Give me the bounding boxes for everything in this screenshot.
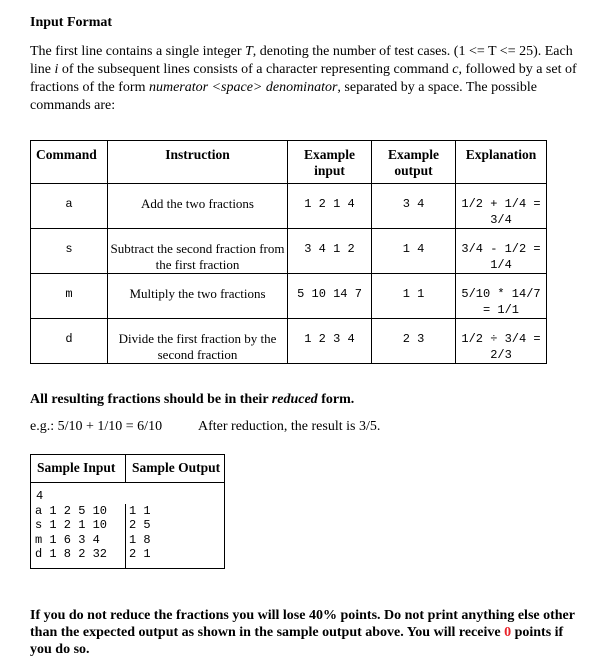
sample-output-line: 1 1 <box>129 503 151 518</box>
row-explanation: 1/2 ÷ 3/4 = 2/3 <box>456 319 547 364</box>
row-example-input: 1 2 1 4 <box>288 184 372 229</box>
input-format-description: The first line contains a single integer T, denoting the number of test cases. (1 <= T <= 25). Each line i of the subsequent lines consists of a character representing command c, followed by a set of fractions of the form numerator <space> denominator, separated by a space. The possible commands are: <box>30 44 577 113</box>
sample-first-row <box>31 483 225 504</box>
row-example-input: 3 4 1 2 <box>288 229 372 274</box>
row-example-output: 3 4 <box>372 184 456 229</box>
sample-input-line: a 1 2 5 10 <box>35 503 108 518</box>
header-example-output: Example output <box>372 141 456 184</box>
sample-output-line: 1 8 <box>129 532 151 547</box>
sample-header-row <box>31 455 225 483</box>
sample-input-cell <box>31 504 126 569</box>
row-command: s <box>31 229 108 274</box>
row-instruction: Subtract the second fraction from the first fraction <box>108 229 288 274</box>
sample-input-header: Sample Input <box>31 455 126 483</box>
row-command: a <box>31 184 108 229</box>
table-row <box>31 274 547 319</box>
header-example-input: Example input <box>288 141 372 184</box>
commands-table-header-row <box>31 141 547 184</box>
table-row <box>31 229 547 274</box>
row-instruction: Add the two fractions <box>108 184 288 229</box>
table-row <box>31 319 547 364</box>
row-instruction: Divide the first fraction by the second fraction <box>108 319 288 364</box>
grading-warning: If you do not reduce the fractions you will lose 40% points. Do not print anything else other than the expected output as shown in the sample output above. You will receive 0 points if you do so. <box>30 608 575 657</box>
input-format-heading: Input Format <box>30 15 113 30</box>
sample-count-cell <box>31 483 225 504</box>
row-command: d <box>31 319 108 364</box>
sample-input-line: s 1 2 1 10 <box>35 518 108 532</box>
row-example-output: 1 4 <box>372 229 456 274</box>
row-explanation: 1/2 + 1/4 = 3/4 <box>456 184 547 229</box>
row-command: m <box>31 274 108 319</box>
sample-output-cell <box>126 504 225 569</box>
sample-test-count: 4 <box>36 489 44 503</box>
row-example-output: 1 1 <box>372 274 456 319</box>
row-explanation: 3/4 - 1/2 = 1/4 <box>456 229 547 274</box>
example-calculation: e.g.: 5/10 + 1/10 = 6/10 <box>30 419 163 434</box>
sample-output-header: Sample Output <box>126 455 225 483</box>
sample-input-line: d 1 8 2 32 <box>35 547 108 561</box>
header-command: Command <box>31 141 108 184</box>
header-explanation: Explanation <box>456 141 547 184</box>
commands-table <box>30 140 547 364</box>
sample-output-line: 2 5 <box>129 518 151 532</box>
reduced-form-note: All resulting fractions should be in their reduced form. <box>30 392 355 407</box>
row-example-output: 2 3 <box>372 319 456 364</box>
sample-output-line: 2 1 <box>129 547 151 561</box>
row-explanation: 5/10 * 14/7 = 1/1 <box>456 274 547 319</box>
sample-input-line: m 1 6 3 4 <box>35 532 100 547</box>
sample-body-row <box>31 504 225 569</box>
table-row <box>31 184 547 229</box>
header-instruction: Instruction <box>108 141 288 184</box>
row-example-input: 5 10 14 7 <box>288 274 372 319</box>
row-example-input: 1 2 3 4 <box>288 319 372 364</box>
sample-io-table <box>30 454 225 569</box>
example-reduction: After reduction, the result is 3/5. <box>198 419 381 434</box>
zero-points-highlight: 0 <box>504 625 512 640</box>
row-instruction: Multiply the two fractions <box>108 274 288 319</box>
